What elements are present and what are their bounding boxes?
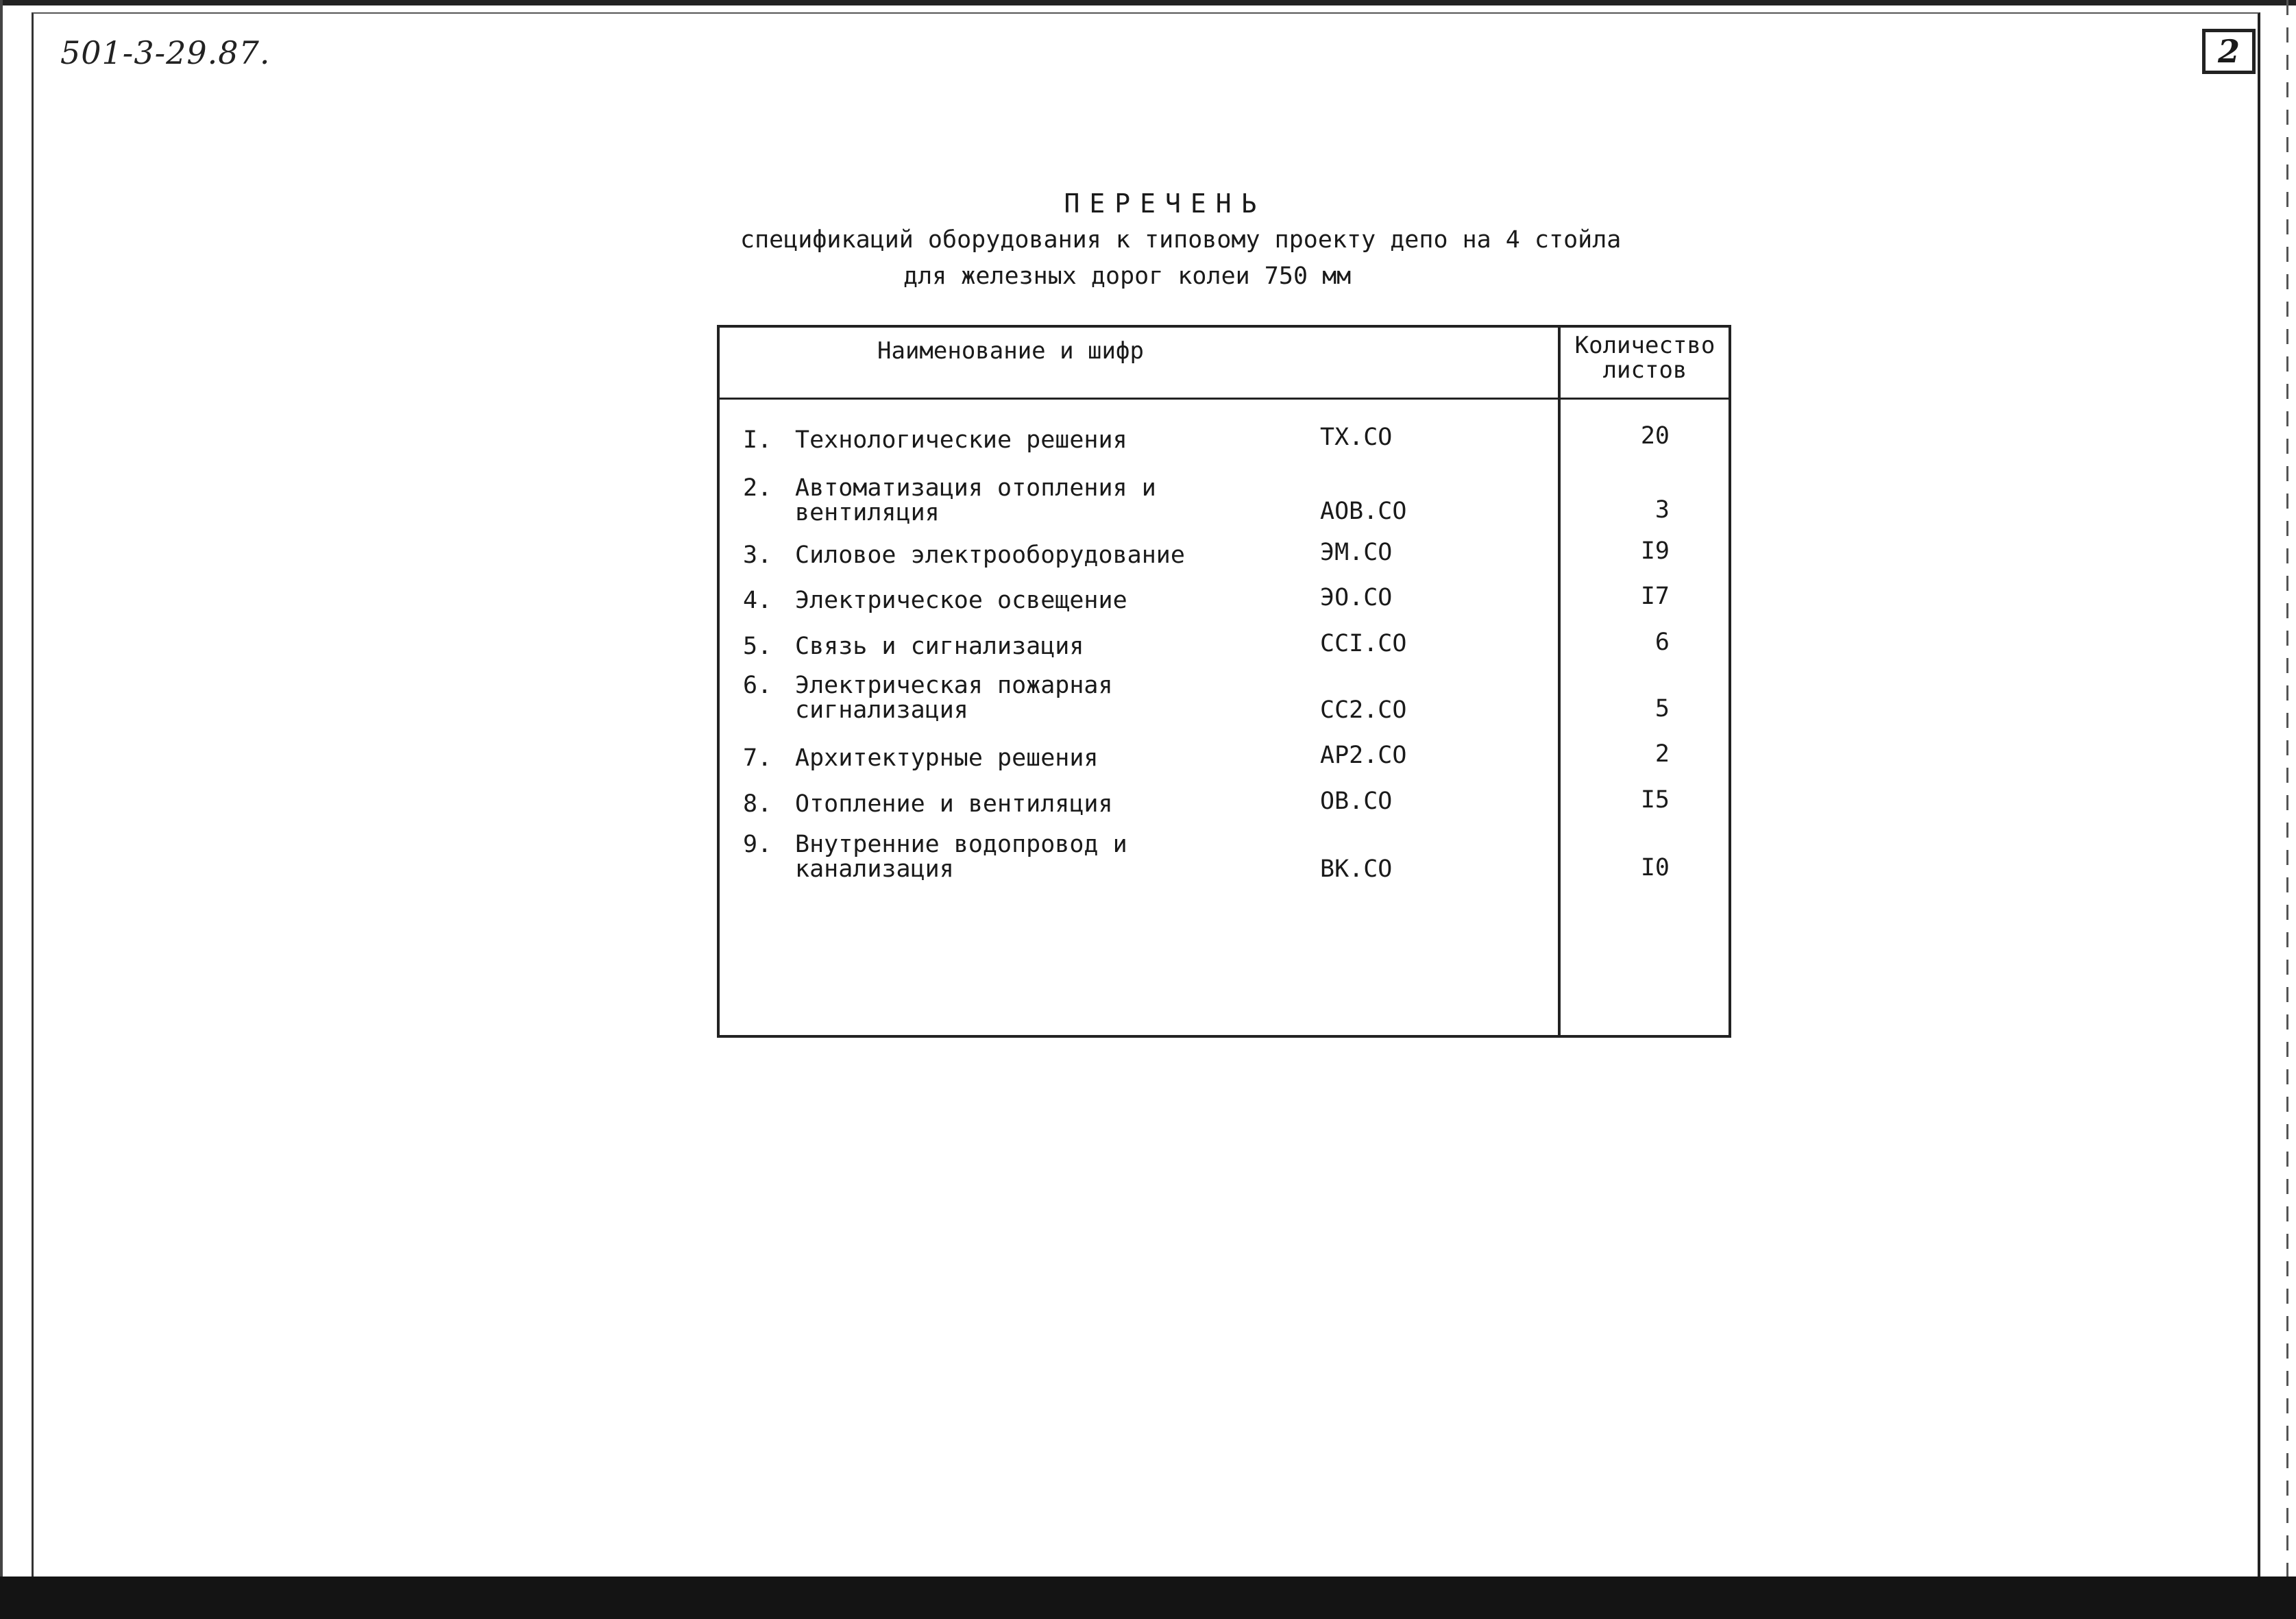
row-code: ЭМ.СО (1320, 539, 1393, 566)
row-name: Связь и сигнализация (795, 633, 1084, 660)
row-number: 4. (743, 587, 772, 614)
row-count: I5 (1640, 786, 1670, 814)
row-name: Технологические решения (795, 426, 1127, 454)
row-number: 9. (743, 831, 772, 858)
scan-edge-top (0, 0, 2296, 5)
row-count: I0 (1640, 854, 1670, 881)
table-header-name: Наименование и шифр (877, 337, 1144, 365)
row-number: 8. (743, 790, 772, 818)
row-number: 3. (743, 541, 772, 569)
row-code: ЭО.СО (1320, 584, 1393, 611)
row-code: АОВ.СО (1320, 498, 1407, 525)
scan-edge-bottom (0, 1577, 2296, 1619)
row-name: Архитектурные решения (795, 744, 1099, 772)
row-count: 20 (1640, 422, 1670, 450)
table-header-count (1564, 333, 1726, 382)
row-code: ВК.СО (1320, 855, 1393, 883)
scan-edge-right (2286, 0, 2288, 1577)
table-column-divider (1558, 328, 1561, 1035)
row-code: СС2.СО (1320, 696, 1407, 724)
row-count: 6 (1654, 629, 1670, 656)
row-code: АР2.СО (1320, 742, 1407, 769)
table-header-count-line-2: листов (1602, 356, 1687, 384)
row-name: Отопление и вентиляция (795, 790, 1113, 818)
row-number: I. (743, 426, 772, 454)
document-subtitle-line-1: спецификаций оборудования к типовому проекту депо на 4 стойла (740, 226, 1622, 254)
table-header-count-line-1: Количество (1574, 332, 1715, 359)
row-code: ОВ.СО (1320, 788, 1393, 815)
row-number: 5. (743, 633, 772, 660)
row-count: I9 (1640, 537, 1670, 565)
row-count: 2 (1654, 740, 1670, 768)
row-count: I7 (1640, 583, 1670, 610)
row-name: Электрическая пожарная сигнализация (795, 672, 1113, 724)
row-number: 2. (743, 474, 772, 502)
row-number: 7. (743, 744, 772, 772)
document-subtitle-line-2: для железных дорог колеи 750 мм (903, 263, 1352, 290)
row-name: Электрическое освещение (795, 587, 1127, 614)
row-name: Автоматизация отопления и вентиляция (795, 474, 1156, 526)
row-name: Силовое электрооборудование (795, 541, 1185, 569)
row-name: Внутренние водопровод и канализация (795, 831, 1127, 883)
row-code: ТХ.СО (1320, 424, 1393, 451)
document-title: ПЕРЕЧЕНЬ (1064, 188, 1267, 219)
row-count: 5 (1654, 695, 1670, 722)
specification-table (717, 325, 1731, 1038)
row-count: 3 (1654, 496, 1670, 524)
document-number: 501-3-29.87. (60, 34, 271, 71)
table-header-divider (720, 398, 1729, 400)
row-number: 6. (743, 672, 772, 699)
row-code: ССI.СО (1320, 630, 1407, 657)
sheet-number-box: 2 (2202, 29, 2256, 74)
scan-edge-left (0, 0, 3, 1619)
